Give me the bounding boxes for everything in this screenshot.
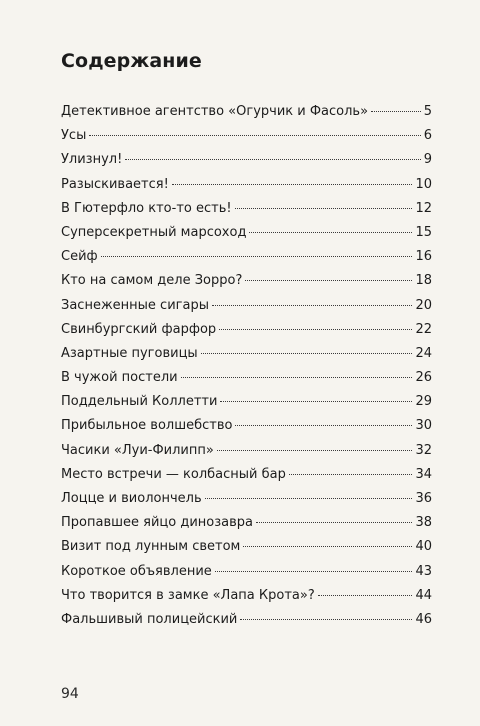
dot-leader	[318, 595, 413, 596]
toc-entry	[61, 273, 432, 297]
toc-entry-page: 10	[415, 176, 432, 192]
page-title: Содержание	[61, 50, 202, 72]
toc-entry-title: Свинбургский фарфор	[61, 321, 217, 337]
dot-leader	[101, 256, 413, 257]
toc-entry-title: Короткое объявление	[61, 563, 212, 579]
toc-entry-page: 6	[423, 128, 432, 144]
toc-entry	[61, 612, 432, 636]
dot-leader	[235, 208, 413, 209]
toc-entry-page: 26	[415, 370, 432, 386]
dot-leader	[371, 111, 421, 112]
toc-entry-page: 12	[415, 200, 432, 216]
toc-entry	[61, 128, 432, 152]
toc-entry-title: В Гютерфло кто-то есть!	[61, 200, 232, 216]
toc-entry-page: 44	[415, 587, 432, 603]
dot-leader	[215, 571, 413, 572]
toc-entry-title: Часики «Луи-Филипп»	[61, 442, 214, 458]
dot-leader	[205, 498, 413, 499]
toc-entry-page: 22	[415, 321, 432, 337]
dot-leader	[89, 135, 420, 136]
dot-leader	[217, 450, 413, 451]
toc-entry-title: Кто на самом деле Зорро?	[61, 273, 243, 289]
toc-entry-title: Фальшивый полицейский	[61, 611, 238, 627]
toc-entry	[61, 298, 432, 322]
toc-entry	[61, 225, 432, 249]
dot-leader	[289, 474, 413, 475]
toc-entry	[61, 152, 432, 176]
toc-entry-page: 32	[415, 442, 432, 458]
toc-entry	[61, 177, 432, 201]
toc-entry-page: 29	[415, 394, 432, 410]
toc-entry	[61, 467, 432, 491]
dot-leader	[220, 401, 412, 402]
toc-entry-title: Усы	[61, 128, 87, 144]
toc-entry-page: 16	[415, 249, 432, 265]
toc-entry-title: Место встречи — колбасный бар	[61, 466, 286, 482]
toc-entry-page: 36	[415, 491, 432, 506]
dot-leader	[219, 329, 412, 330]
toc-entry	[61, 564, 432, 588]
toc-entry	[61, 418, 432, 442]
toc-entry-title: Что творится в замке «Лапа Крота»?	[61, 587, 315, 603]
toc-entry	[61, 322, 432, 346]
dot-leader	[125, 159, 420, 160]
dot-leader	[235, 425, 412, 426]
toc-entry	[61, 539, 432, 563]
toc-entry-title: Пропавшее яйцо динозавра	[61, 515, 253, 531]
toc-entry	[61, 346, 432, 370]
toc-entry-title: Визит под лунным светом	[61, 539, 241, 555]
toc-entry-title: Лоцце и виолончель	[61, 491, 202, 506]
toc-entry-page: 38	[415, 515, 432, 531]
dot-leader	[212, 305, 412, 306]
page-number: 94	[61, 686, 79, 702]
toc-entry-page: 40	[415, 539, 432, 555]
toc-entry-page: 34	[415, 466, 432, 482]
toc-entry-page: 46	[415, 611, 432, 627]
toc-entry-title: Разыскивается!	[61, 176, 169, 192]
dot-leader	[256, 522, 412, 523]
toc-entry-page: 30	[415, 418, 432, 434]
toc-entry-page: 9	[423, 152, 432, 168]
toc-entry	[61, 491, 432, 515]
toc-entry	[61, 443, 432, 467]
toc-entry-title: Поддельный Коллетти	[61, 394, 218, 410]
toc-entry-title: Прибыльное волшебство	[61, 418, 233, 434]
dot-leader	[240, 619, 412, 620]
toc-entry-title: В чужой постели	[61, 370, 178, 386]
toc-entry-title: Улизнул!	[61, 152, 123, 168]
toc-entry-page: 5	[423, 104, 432, 119]
toc-entry-title: Суперсекретный марсоход	[61, 224, 247, 240]
toc-entry-page: 20	[415, 297, 432, 313]
table-of-contents	[61, 104, 432, 636]
toc-entry	[61, 394, 432, 418]
dot-leader	[181, 377, 413, 378]
toc-entry-page: 15	[415, 224, 432, 240]
toc-entry	[61, 588, 432, 612]
toc-entry	[61, 201, 432, 225]
dot-leader	[243, 546, 412, 547]
dot-leader	[172, 184, 413, 185]
toc-entry-page: 18	[415, 273, 432, 289]
toc-entry	[61, 249, 432, 273]
toc-entry-title: Азартные пуговицы	[61, 345, 198, 361]
toc-entry	[61, 370, 432, 394]
toc-entry	[61, 104, 432, 128]
toc-entry-page: 43	[415, 563, 432, 579]
dot-leader	[249, 232, 412, 233]
toc-entry	[61, 515, 432, 539]
dot-leader	[201, 353, 413, 354]
dot-leader	[245, 280, 412, 281]
toc-entry-title: Детективное агентство «Огурчик и Фасоль»	[61, 104, 369, 119]
toc-entry-title: Заснеженные сигары	[61, 297, 209, 313]
toc-entry-title: Сейф	[61, 249, 98, 265]
toc-entry-page: 24	[415, 345, 432, 361]
